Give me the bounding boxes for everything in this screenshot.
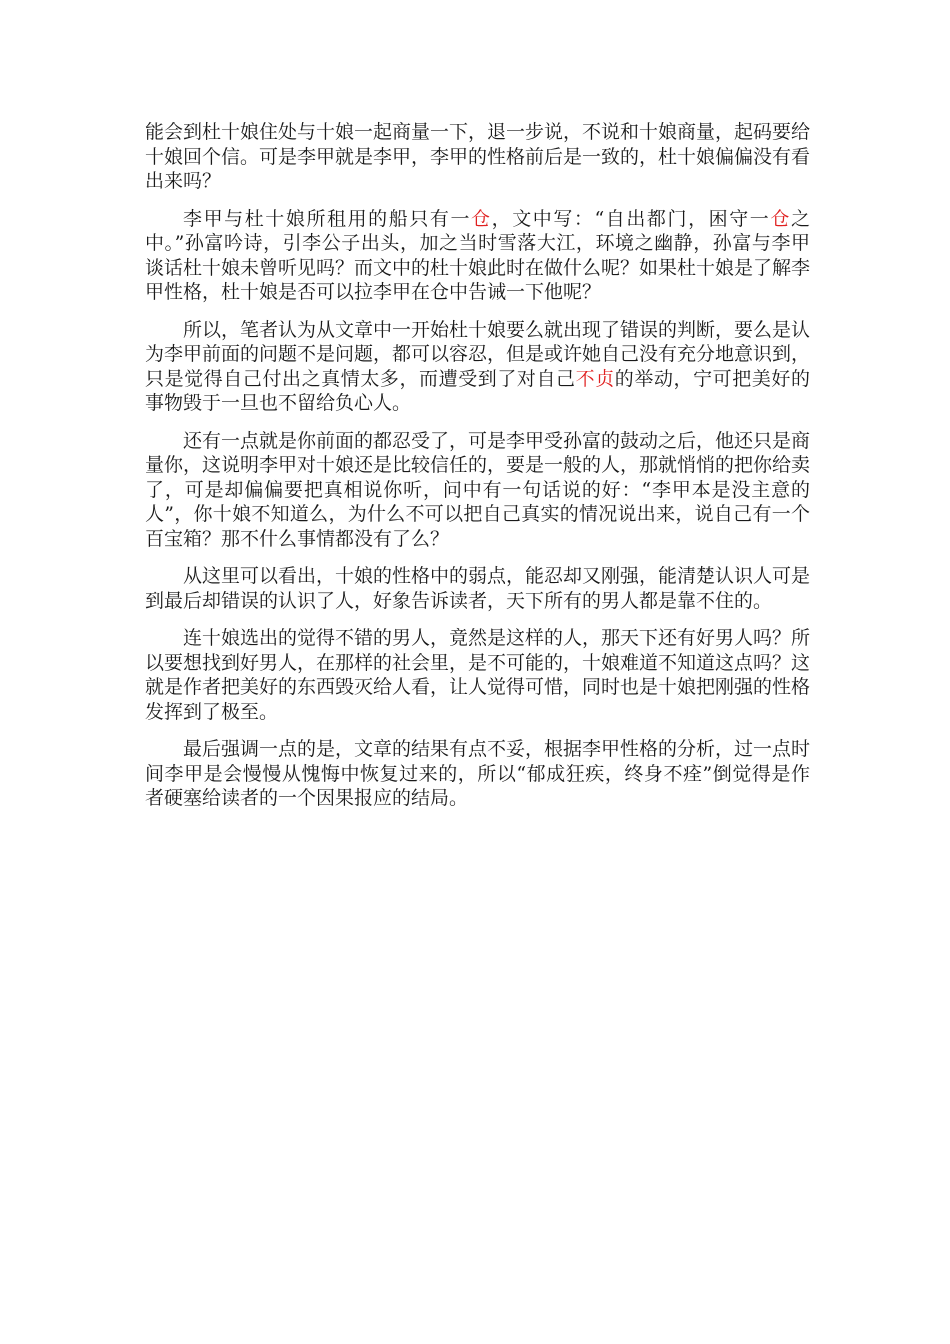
paragraph-6 xyxy=(145,626,810,724)
paragraph-text: 从这里可以看出，十娘的性格中的弱点，能忍却又刚强，能清楚认识人可是到最后却错误的认识了人，好象告诉读者，天下所有的男人都是靠不住的。 xyxy=(145,565,811,612)
paragraph-7 xyxy=(145,737,810,811)
paragraph-5 xyxy=(145,564,810,613)
paragraph-text: 之中。”孙富吟诗，引李公子出头，加之当时雪落大江，环境之幽静，孙富与李甲谈话杜十娘未曾听见吗？而文中的杜十娘此时在做什么呢？如果杜十娘是了解李甲性格，杜十娘是否可以拉李甲在仓中告诫一下他呢？ xyxy=(145,207,811,303)
document-body xyxy=(145,120,810,824)
paragraph-text: 还有一点就是你前面的都忍受了，可是李甲受孙富的鼓动之后，他还只是商量你，这说明李甲对十娘还是比较信任的，要是一般的人，那就悄悄的把你给卖了，可是却偏偏要把真相说你听，问中有一句话说的好：“李甲本是没主意的人”，你十娘不知道么，为什么不可以把自己真实的情况说出来，说自己有一个百宝箱？那不什么事情都没有了么？ xyxy=(145,429,811,550)
paragraph-3 xyxy=(145,318,810,416)
paragraph-2 xyxy=(145,207,810,305)
paragraph-text: 李甲与杜十娘所租用的船只有一 xyxy=(183,207,472,230)
paragraph-text: 的举动，宁可把美好的事物毁于一旦也不留给负心人。 xyxy=(145,367,810,414)
paragraph-text: 连十娘选出的觉得不错的男人，竟然是这样的人，那天下还有好男人吗？所以要想找到好男人，在那样的社会里，是不可能的，十娘难道不知道这点吗？这就是作者把美好的东西毁灭给人看，让人觉得可惜，同时也是十娘把刚强的性格发挥到了极至。 xyxy=(145,627,811,723)
paragraph-text: 所以，笔者认为从文章中一开始杜十娘要么就出现了错误的判断，要么是认为李甲前面的问题不是问题，都可以容忍，但是或许她自己没有充分地意识到，只是觉得自己付出之真情太多，而遭受到了对自己 xyxy=(145,318,811,390)
paragraph-text: ，文中写：“自出都门，困守一 xyxy=(491,207,771,230)
paragraph-4 xyxy=(145,429,810,552)
highlighted-text: 不贞 xyxy=(575,367,615,390)
paragraph-text: 最后强调一点的是，文章的结果有点不妥，根据李甲性格的分析，过一点时间李甲是会慢慢从愧悔中恢复过来的，所以“郁成狂疾，终身不痊”倒觉得是作者硬塞给读者的一个因果报应的结局。 xyxy=(145,738,811,809)
highlighted-text: 仓 xyxy=(770,207,791,230)
paragraph-1 xyxy=(145,120,810,194)
paragraph-text: 能会到杜十娘住处与十娘一起商量一下，退一步说，不说和十娘商量，起码要给十娘回个信。可是李甲就是李甲，李甲的性格前后是一致的，杜十娘偏偏没有看出来吗？ xyxy=(145,121,811,192)
highlighted-text: 仓 xyxy=(471,207,492,230)
